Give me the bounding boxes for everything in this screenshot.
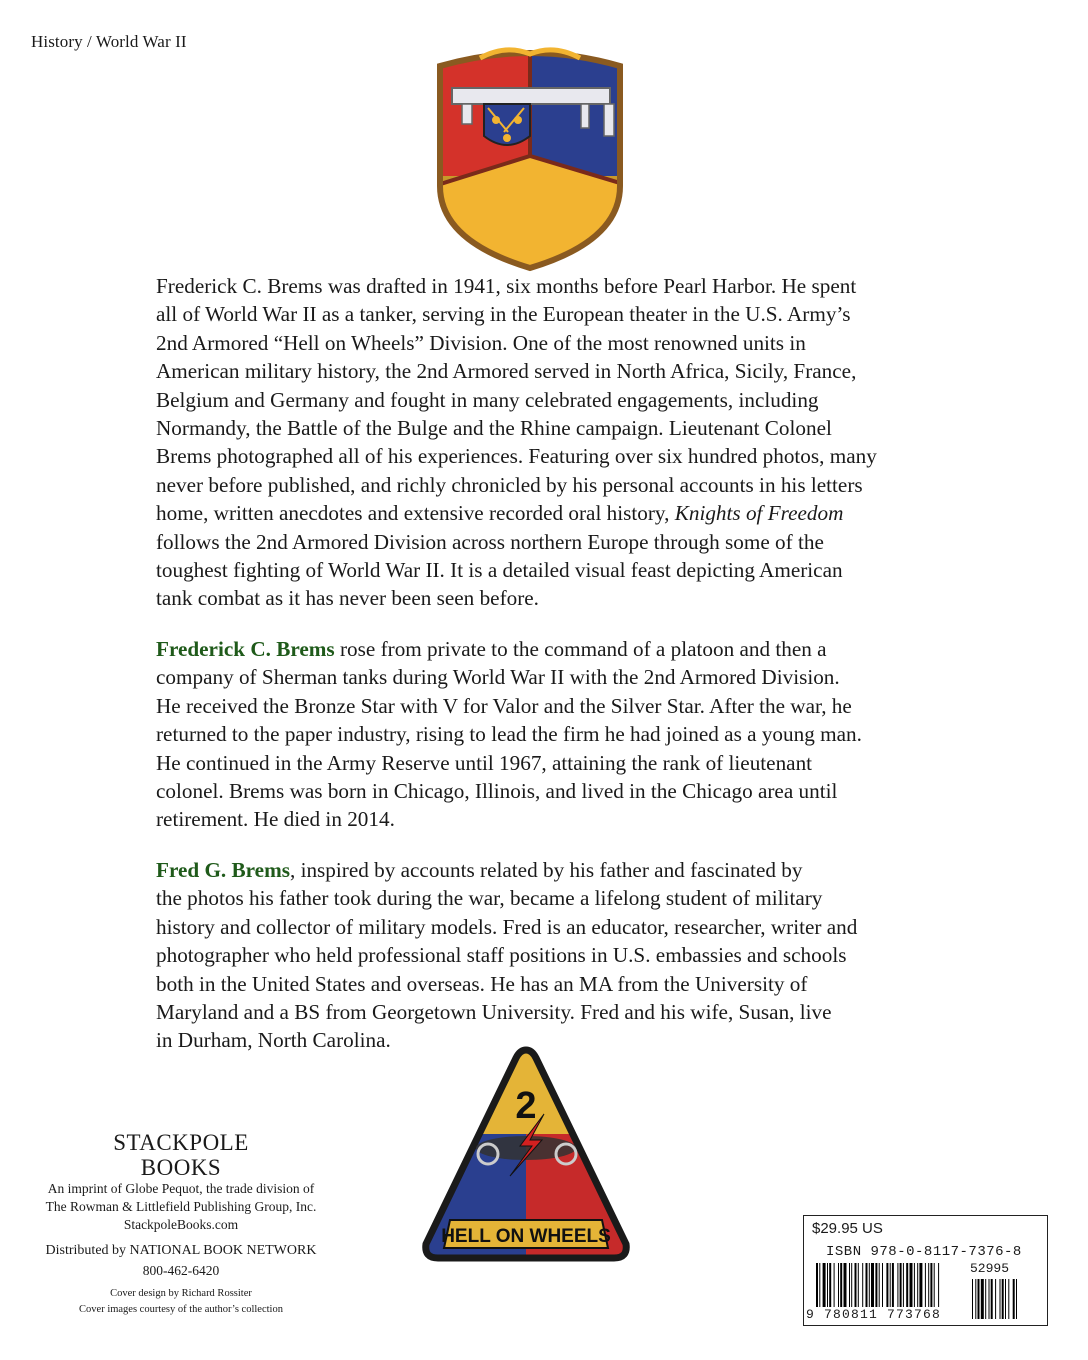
bio-line: rose from private to the command of a platoon and then a xyxy=(334,637,827,661)
publisher-name-line2: BOOKS xyxy=(140,1155,222,1180)
distributor-phone: 800-462-6420 xyxy=(142,1263,220,1278)
bio-line: He received the Bronze Star with V for Valor and the Silver Star. After the war, he xyxy=(156,693,852,718)
desc-line: tank combat as it has never been seen before. xyxy=(156,586,539,611)
bio-line: history and collector of military models. Fred is an educator, researcher, writer and xyxy=(156,914,858,939)
cover-images-credit: Cover images courtesy of the author’s collection xyxy=(79,1304,283,1315)
desc-line: Belgium and Germany and fought in many celebrated engagements, including xyxy=(156,387,819,412)
bio-line: the photos his father took during the war, became a lifelong student of military xyxy=(156,886,823,911)
desc-line: follows the 2nd Armored Division across northern Europe through some of the xyxy=(156,529,824,554)
desc-line: never before published, and richly chronicled by his personal accounts in his letters xyxy=(156,472,863,497)
author-bio xyxy=(156,635,916,834)
bio-line: photographer who held professional staff positions in U.S. embassies and schools xyxy=(156,943,847,968)
bio-line: both in the United States and overseas. He has an MA from the University of xyxy=(156,971,808,996)
bio-line: retirement. He died in 2014. xyxy=(156,807,395,832)
imprint-line: The Rowman & Littlefield Publishing Group, Inc. xyxy=(45,1199,317,1214)
barcode-box xyxy=(803,1215,1048,1326)
bio-line: colonel. Brems was born in Chicago, Illinois, and lived in the Chicago area until xyxy=(156,779,838,804)
publisher-name-line1: STACKPOLE xyxy=(113,1130,249,1155)
bio-line: He continued in the Army Reserve until 1967, attaining the rank of lieutenant xyxy=(156,750,813,775)
desc-line: all of World War II as a tanker, serving in the European theater in the U.S. Army’s xyxy=(156,302,851,327)
book-title: Knights of Freedom xyxy=(674,501,844,526)
bio-line: company of Sherman tanks during World War II with the 2nd Armored Division. xyxy=(156,665,840,690)
category-label: History / World War II xyxy=(31,32,187,51)
coauthor-name: Fred G. Brems xyxy=(156,858,290,882)
bio-line: Maryland and a BS from Georgetown University. Fred and his wife, Susan, live xyxy=(156,1000,832,1025)
hell-on-wheels-patch xyxy=(420,1044,632,1264)
desc-line: Brems photographed all of his experiences. Featuring over six hundred photos, many xyxy=(156,444,877,469)
regimental-crest-emblem xyxy=(426,36,634,272)
cover-design-credit: Cover design by Richard Rossiter xyxy=(110,1288,252,1299)
publisher-block xyxy=(26,1130,336,1318)
ean-digits: 9 780811 773768 xyxy=(806,1307,942,1322)
publisher-website: StackpoleBooks.com xyxy=(123,1217,239,1232)
book-description xyxy=(156,272,916,613)
imprint-line: An imprint of Globe Pequot, the trade division of xyxy=(47,1181,315,1196)
isbn: ISBN 978-0-8117-7376-8 xyxy=(826,1244,1022,1260)
patch-motto: HELL ON WHEELS xyxy=(441,1226,611,1247)
desc-line: home, written anecdotes and extensive recorded oral history, xyxy=(156,501,670,526)
desc-line: American military history, the 2nd Armored served in North Africa, Sicily, France, xyxy=(156,359,857,384)
bio-line: , inspired by accounts related by his father and fascinated by xyxy=(289,858,803,882)
bio-line: returned to the paper industry, rising to lead the firm he had joined as a young man. xyxy=(156,722,862,747)
patch-number: 2 xyxy=(515,1085,537,1127)
bio-line: in Durham, North Carolina. xyxy=(156,1028,391,1053)
desc-line: Normandy, the Battle of the Bulge and the Rhine campaign. Lieutenant Colonel xyxy=(156,416,832,441)
price: $29.95 US xyxy=(812,1220,883,1237)
coauthor-bio xyxy=(156,856,916,1055)
author-name: Frederick C. Brems xyxy=(156,637,335,661)
desc-line: Frederick C. Brems was drafted in 1941, six months before Pearl Harbor. He spent xyxy=(156,274,857,298)
distributor: Distributed by NATIONAL BOOK NETWORK xyxy=(45,1243,317,1258)
barcode-addon: 52995 xyxy=(970,1261,1010,1276)
desc-line: toughest fighting of World War II. It is a detailed visual feast depicting American xyxy=(156,558,843,583)
desc-line: 2nd Armored “Hell on Wheels” Division. One of the most renowned units in xyxy=(156,330,806,355)
